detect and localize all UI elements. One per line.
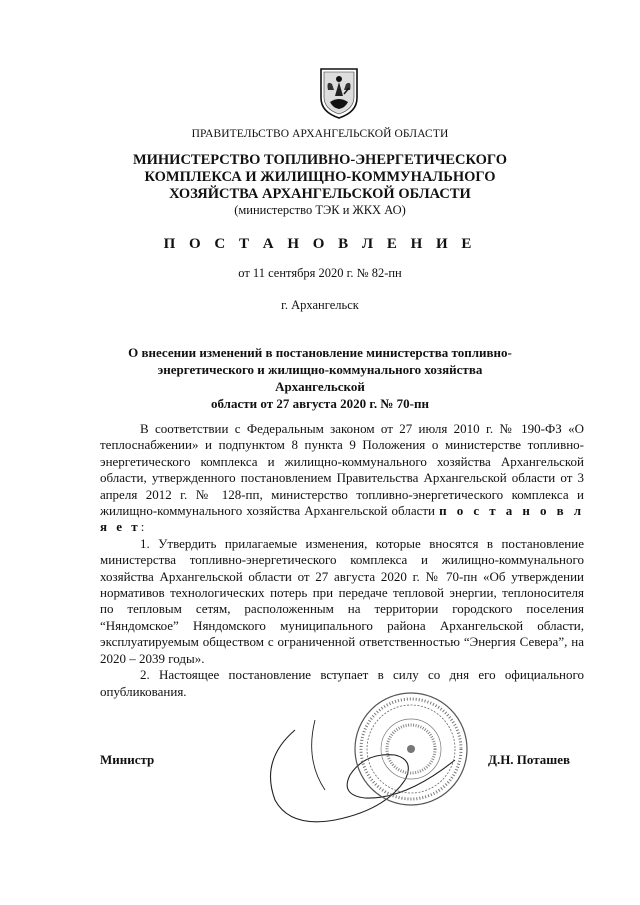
ministry-name-line: ХОЗЯЙСТВА АРХАНГЕЛЬСКОЙ ОБЛАСТИ bbox=[169, 186, 471, 202]
document-date-number: от 11 сентября 2020 г. № 82-пн bbox=[238, 266, 402, 280]
clause-1: 1. Утвердить прилагаемые изменения, которые вносятся в постановление министерства топливно-энергетического комплекса и жилищно-коммунального хозяйства Архангельской области от 27 августа 2020 г. № 70-пн «Об утверждении нормативов технологических потерь при передаче тепловой энергии, теплоносителя по тепловым сетям, расположенным на территории городского поселения “Няндомское” Няндомского муниципального района Архангельской области, эксплуатируемым обществом с ограниченной ответственностью “Энергия Севера”, на 2020 – 2039 годы». bbox=[100, 535, 584, 666]
preamble-colon: : bbox=[140, 519, 145, 535]
preamble-text: В соответствии с Федеральным законом от 27 июля 2010 г. № 190-ФЗ «О теплоснабжении» и подпунктом 8 пункта 9 Положения о министерстве топливно-энергетического комплекса и жилищно-коммунального хозяйства Архангельской области, утвержденного постановлением Правительства Архангельской области от 3 апреля 2012 г. № 128-пп, министерство топливно-энергетического комплекса и жилищно-коммунального хозяйства Архангельской области bbox=[100, 421, 584, 519]
ministry-name-line: МИНИСТЕРСТВО ТОПЛИВНО-ЭНЕРГЕТИЧЕСКОГО bbox=[132, 152, 508, 168]
ministry-abbreviation: (министерство ТЭК и ЖКХ АО) bbox=[234, 203, 406, 217]
round-seal-stamp bbox=[352, 690, 470, 808]
signatory-title: Министр bbox=[100, 752, 155, 767]
document-subject bbox=[120, 344, 520, 412]
subject-line: области от 27 августа 2020 г. № 70-пн bbox=[211, 396, 429, 411]
clause-2: 2. Настоящее постановление вступает в силу со дня его официального опубликования. bbox=[100, 667, 584, 699]
subject-line: энергетического и жилищно-коммунального хозяйства Архангельской bbox=[157, 362, 483, 394]
document-type: П О С Т А Н О В Л Е Н И Е bbox=[163, 236, 477, 252]
resolves-word: п о с т а н о в л я е т bbox=[100, 503, 585, 535]
signatory-name: Д.Н. Поташев bbox=[488, 752, 571, 767]
subject-line: О внесении изменений в постановление министерства топливно- bbox=[128, 345, 512, 360]
coat-of-arms-icon bbox=[318, 66, 360, 120]
ministry-name-line: КОМПЛЕКСА И ЖИЛИЩНО-КОММУНАЛЬНОГО bbox=[144, 169, 496, 185]
document-body bbox=[100, 421, 584, 700]
document-city: г. Архангельск bbox=[281, 298, 359, 312]
ministry-name bbox=[0, 152, 640, 203]
government-name: ПРАВИТЕЛЬСТВО АРХАНГЕЛЬСКОЙ ОБЛАСТИ bbox=[191, 128, 449, 140]
preamble-paragraph bbox=[100, 421, 584, 536]
